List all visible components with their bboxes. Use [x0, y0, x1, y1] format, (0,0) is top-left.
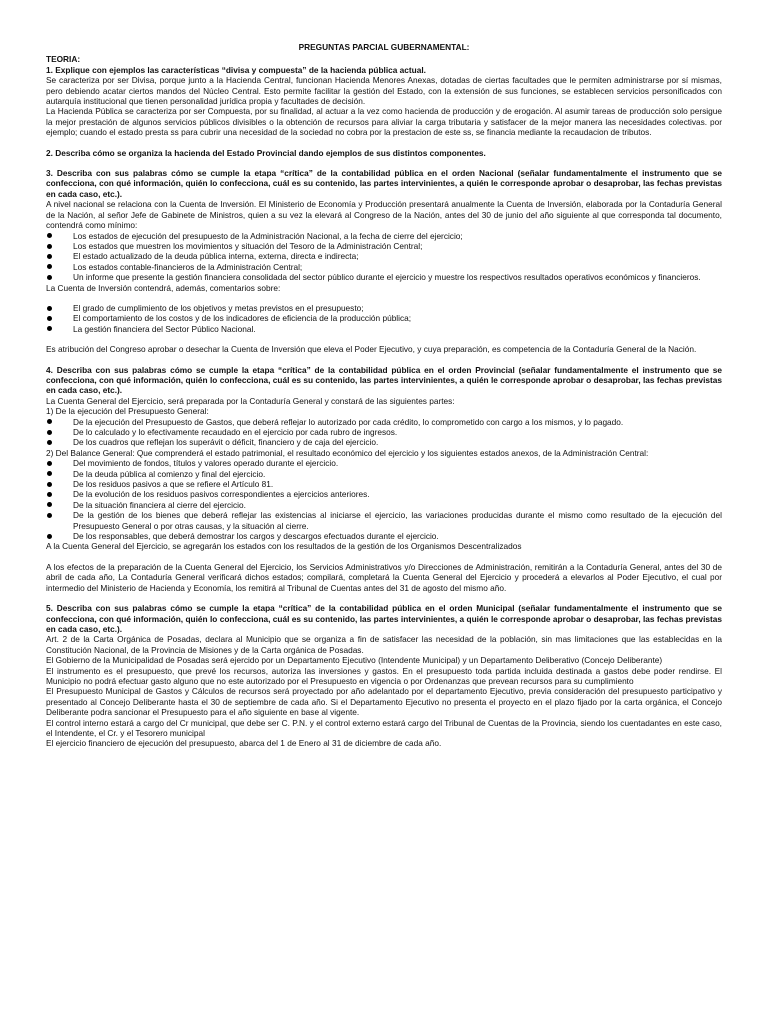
list-item: Los estados de ejecución del presupuesto de la Administración Nacional, a la fecha de cierre del ejercicio;: [46, 231, 722, 241]
bullet-icon: [47, 461, 52, 466]
answer-3-list-1: [46, 231, 722, 283]
document-title: PREGUNTAS PARCIAL GUBERNAMENTAL:: [298, 42, 470, 52]
bullet-icon: [47, 440, 52, 445]
bullet-icon: [47, 306, 52, 311]
answer-4-part-1: 1) De la ejecución del Presupuesto General:: [46, 406, 209, 417]
answer-5-paragraph: El ejercicio financiero de ejecución del presupuesto, abarca del 1 de Enero al 31 de diciembre de cada año.: [46, 738, 442, 749]
list-item: El comportamiento de los costos y de los indicadores de eficiencia de la producción pública;: [46, 313, 722, 323]
section-heading: TEORIA:: [46, 54, 81, 65]
question-3-heading: 3. Describa con sus palabras cómo se cumple la etapa “crítica” de la contabilidad pública en el orden Nacional (señalar fundamentalmente el instrumento que se confecciona, con qué información, quién lo confecciona, cuál es su contenido, las partes intervinientes, a quién le corresponde aprobar o desaprobar, las fechas previstas en cada caso, etc.).: [46, 168, 722, 199]
bullet-icon: [47, 492, 52, 497]
list-item: De los residuos pasivos a que se refiere el Artículo 81.: [46, 479, 722, 489]
list-item: Del movimiento de fondos, títulos y valores operado durante el ejercicio.: [46, 458, 722, 468]
answer-4-part-2: 2) Del Balance General: Que comprenderá el estado patrimonial, el resultado económico del ejercicio y los siguientes estados anexos, de la Administración Central:: [46, 447, 649, 458]
list-item: Un informe que presente la gestión financiera consolidada del sector público durante el ejercicio y muestre los respectivos resultados operativos económicos y financieros.: [46, 272, 722, 282]
list-item: De la evolución de los residuos pasivos correspondientes a ejercicios anteriores.: [46, 489, 722, 499]
list-item: La gestión financiera del Sector Público Nacional.: [46, 324, 722, 334]
list-item: De la deuda pública al comienzo y final del ejercicio.: [46, 469, 722, 479]
list-item: De la situación financiera al cierre del ejercicio.: [46, 500, 722, 510]
list-item: De lo calculado y lo efectivamente recaudado en el ejercicio por cada rubro de ingresos.: [46, 427, 722, 437]
answer-3-closing: Es atribución del Congreso aprobar o desechar la Cuenta de Inversión que eleva el Poder Ejecutivo, y cuya preparación, es competencia de la Contaduría General de la Nación.: [46, 344, 697, 355]
bullet-icon: [47, 254, 52, 259]
list-item: Los estados contable-financieros de la Administración Central;: [46, 262, 722, 272]
bullet-icon: [47, 326, 52, 331]
bullet-icon: [47, 502, 52, 507]
bullet-icon: [47, 482, 52, 487]
answer-4-closing: A los efectos de la preparación de la Cuenta General del Ejercicio, los Servicios Administrativos y/o Direcciones de Administración, remitirán a la Contaduría General, antes del 30 de abril de cada año, La Contaduría General verificará dichos estados; compilará, completará la Cuenta General del Ejercicio y procederá a elevarlos al Poder Ejecutivo, el cual por intermedio del Ministerio de Hacienda y Economía, los remitirá al Tribunal de Cuentas antes del 31 de agosto del mismo año.: [46, 561, 722, 593]
bullet-icon: [47, 419, 52, 424]
bullet-icon: [47, 264, 52, 269]
bullet-icon: [47, 471, 52, 476]
answer-5-paragraph: El Gobierno de la Municipalidad de Posadas será ejercido por un Departamento Ejecutivo (Intendente Municipal) y un Departamento Deliberativo (Concejo Deliberante): [46, 655, 663, 666]
bullet-icon: [47, 316, 52, 321]
answer-3-mid: La Cuenta de Inversión contendrá, además, comentarios sobre:: [46, 282, 281, 293]
answer-3-intro: A nivel nacional se relaciona con la Cuenta de Inversión. El Ministerio de Economía y Producción presentará anualmente la Cuenta de Inversión, elaborada por la Contaduría General de la Nación, al señor Jefe de Gabinete de Ministros, quien a su vez la elevará al Congreso de la Nación, antes del 30 de junio del año siguiente al que corresponda tal documento, contendrá como mínimo:: [46, 199, 722, 231]
list-item: De la gestión de los bienes que deberá reflejar las existencias al iniciarse el ejercicio, las variaciones producidas durante el mismo como resultado de la ejecución del Presupuesto General o por otras causas, y la situación al cierre.: [46, 510, 722, 531]
list-item: De los responsables, que deberá demostrar los cargos y descargos efectuados durante el ejercicio.: [46, 531, 722, 541]
question-5-heading: 5. Describa con sus palabras cómo se cumple la etapa “crítica” de la contabilidad pública en el orden Municipal (señalar fundamentalmente el instrumento que se confecciona, con qué información, quién lo confecciona, cuál es su contenido, las partes intervinientes, a quién le corresponde aprobar o desaprobar, las fechas previstas en cada caso, etc.).: [46, 603, 722, 634]
question-2-heading: 2. Describa cómo se organiza la hacienda del Estado Provincial dando ejemplos de sus distintos componentes.: [46, 147, 486, 158]
list-item: El estado actualizado de la deuda pública interna, externa, directa e indirecta;: [46, 251, 722, 261]
bullet-icon: [47, 233, 52, 238]
answer-1-paragraph-2: La Hacienda Pública se caracteriza por ser Compuesta, por su finalidad, al actuar a la vez como hacienda de producción y de erogación. Al asumir tareas de producción solo persigue la mejor prestación de algunos servicios públicos divisibles o la obtención de recursos para aliviar la carga tributaria y satisfacer de la mejor manera las necesidades colectivas. por ejemplo; cuando el estado presta ss para cubrir una necesidad de la sociedad no cobra por la prestacion de este ss, se financia mediante la recaudacion de tributos.: [46, 106, 722, 138]
answer-4-list-1: [46, 417, 722, 448]
list-item: Los estados que muestren los movimientos y situación del Tesoro de la Administración Central;: [46, 241, 722, 251]
bullet-icon: [47, 513, 52, 518]
answer-5-paragraph: Art. 2 de la Carta Orgánica de Posadas, declara al Municipio que se organiza a fin de satisfacer las necesidad de la población, sin mas limitaciones que las establecidas en la Constitución Nacional, de la Provincia de Misiones y de la Carta orgánica de Posadas.: [46, 634, 722, 655]
bullet-icon: [47, 430, 52, 435]
list-item: De los cuadros que reflejan los superávit o déficit, financiero y de caja del ejercicio.: [46, 437, 722, 447]
question-4-heading: 4. Describa con sus palabras cómo se cumple la etapa “crítica” de la contabilidad pública en el orden Provincial (señalar fundamentalmente el instrumento que se confecciona, con qué información, quién lo confecciona, cuál es su contenido, las partes intervinientes, a quién le corresponde aprobar o desaprobar, las fechas previstas en cada caso, etc.).: [46, 364, 722, 396]
answer-4-after: A la Cuenta General del Ejercicio, se agregarán los estados con los resultados de la gestión de los Organismos Descentralizados: [46, 541, 522, 552]
answer-5-paragraph: El Presupuesto Municipal de Gastos y Cálculos de recursos será proyectado por año adelantado por el departamento Ejecutivo, previa consideración del presupuesto participativo y presentado al Concejo Deliberante hasta el 30 de septiembre de cada año. Si el Departamento Ejecutivo no presenta el proyecto en el plazo fijado por la carta orgánica, el Concejo Deliberante podra sancionar el Presupuesto para el año siguiente en base al vigente.: [46, 686, 722, 718]
answer-5-paragraph: El instrumento es el presupuesto, que prevé los recursos, autoriza las inversiones y gastos. En el presupuesto toda partida incluida destinada a gastos debe poder rendirse. El Municipio no podrá efectuar gasto alguno que no este autorizado por el Presupuesto en vigencia o por Ordenanzas que prevean recursos para su cumplimiento: [46, 665, 722, 686]
answer-3-list-2: [46, 303, 722, 334]
bullet-icon: [47, 534, 52, 539]
answer-4-intro: La Cuenta General del Ejercicio, será preparada por la Contaduría General y constará de las siguientes partes:: [46, 395, 455, 406]
answer-4-list-2: [46, 458, 722, 541]
list-item: De la ejecución del Presupuesto de Gastos, que deberá reflejar lo autorizado por cada crédito, lo comprometido con cargo a los mismos, y lo pagado.: [46, 417, 722, 427]
answer-5-paragraph: El control interno estará a cargo del Cr municipal, que debe ser C. P.N. y el control externo estará cargo del Tribunal de Cuentas de la Provincia, siendo los cuentadantes en este caso, el Intendente, el Cr. y el Tesorero municipal: [46, 717, 722, 738]
bullet-icon: [47, 275, 52, 280]
bullet-icon: [47, 244, 52, 249]
answer-1-paragraph-1: Se caracteriza por ser Divisa, porque junto a la Hacienda Central, funcionan Hacienda Menores Anexas, dotadas de ciertas facultades que le permiten administrarse por sí mismas, pero debiendo acatar ciertos mandos del Núcleo Central. Esto permite facilitar la gestión del Estado, con la extensión de sus funciones, se establecen servicios personificados con autarquía institucional que tienen personalidad jurídica propia y facultades de decisión.: [46, 75, 722, 107]
list-item: El grado de cumplimiento de los objetivos y metas previstos en el presupuesto;: [46, 303, 722, 313]
question-1-heading: 1. Explique con ejemplos las características “divisa y compuesta” de la hacienda pública actual.: [46, 64, 426, 75]
